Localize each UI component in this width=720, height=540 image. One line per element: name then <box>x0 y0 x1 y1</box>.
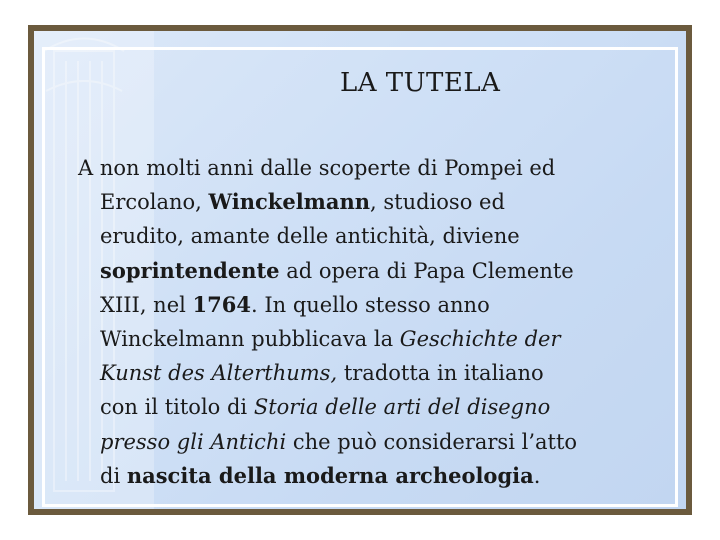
text-span: ad opera di Papa Clemente <box>279 258 574 283</box>
text-span: tradotta in italiano <box>337 361 544 386</box>
italic-text: Kunst des Alterthums, <box>100 361 338 386</box>
text-span: . In quello stesso anno <box>250 292 490 317</box>
text-span: di <box>100 463 127 488</box>
text-line <box>78 151 658 185</box>
italic-text: presso gli Antichi <box>100 429 287 454</box>
text-line <box>78 219 658 253</box>
text-span: , studioso ed <box>370 190 505 215</box>
text-span: Winckelmann pubblicava la <box>100 327 400 352</box>
text-line <box>78 254 658 288</box>
text-line <box>78 288 658 322</box>
text-line <box>78 322 658 356</box>
text-span: con il titolo di <box>100 395 254 420</box>
bold-text: 1764 <box>192 291 251 317</box>
text-line <box>78 425 658 459</box>
italic-text: Geschichte der <box>399 327 561 352</box>
text-span: erudito, amante delle antichità, diviene <box>100 224 520 249</box>
bold-text: nascita della moderna archeologia <box>126 462 534 488</box>
text-span: che può considerarsi l’atto <box>286 429 578 454</box>
text-line <box>78 356 658 390</box>
italic-text: Storia delle arti del disegno <box>253 395 551 420</box>
text-span: Ercolano, <box>100 190 209 215</box>
text-span: . <box>533 463 541 488</box>
text-line <box>78 390 658 424</box>
bold-text: Winckelmann <box>208 189 371 215</box>
text-line <box>78 185 658 219</box>
text-line <box>78 459 658 493</box>
text-span: A non molti anni dalle scoperte di Pompei ed <box>78 156 556 180</box>
slide-title: LA TUTELA <box>340 68 501 98</box>
bold-text: soprintendente <box>100 257 280 283</box>
text-span: XIII, nel <box>100 292 193 317</box>
slide-body <box>78 151 658 493</box>
